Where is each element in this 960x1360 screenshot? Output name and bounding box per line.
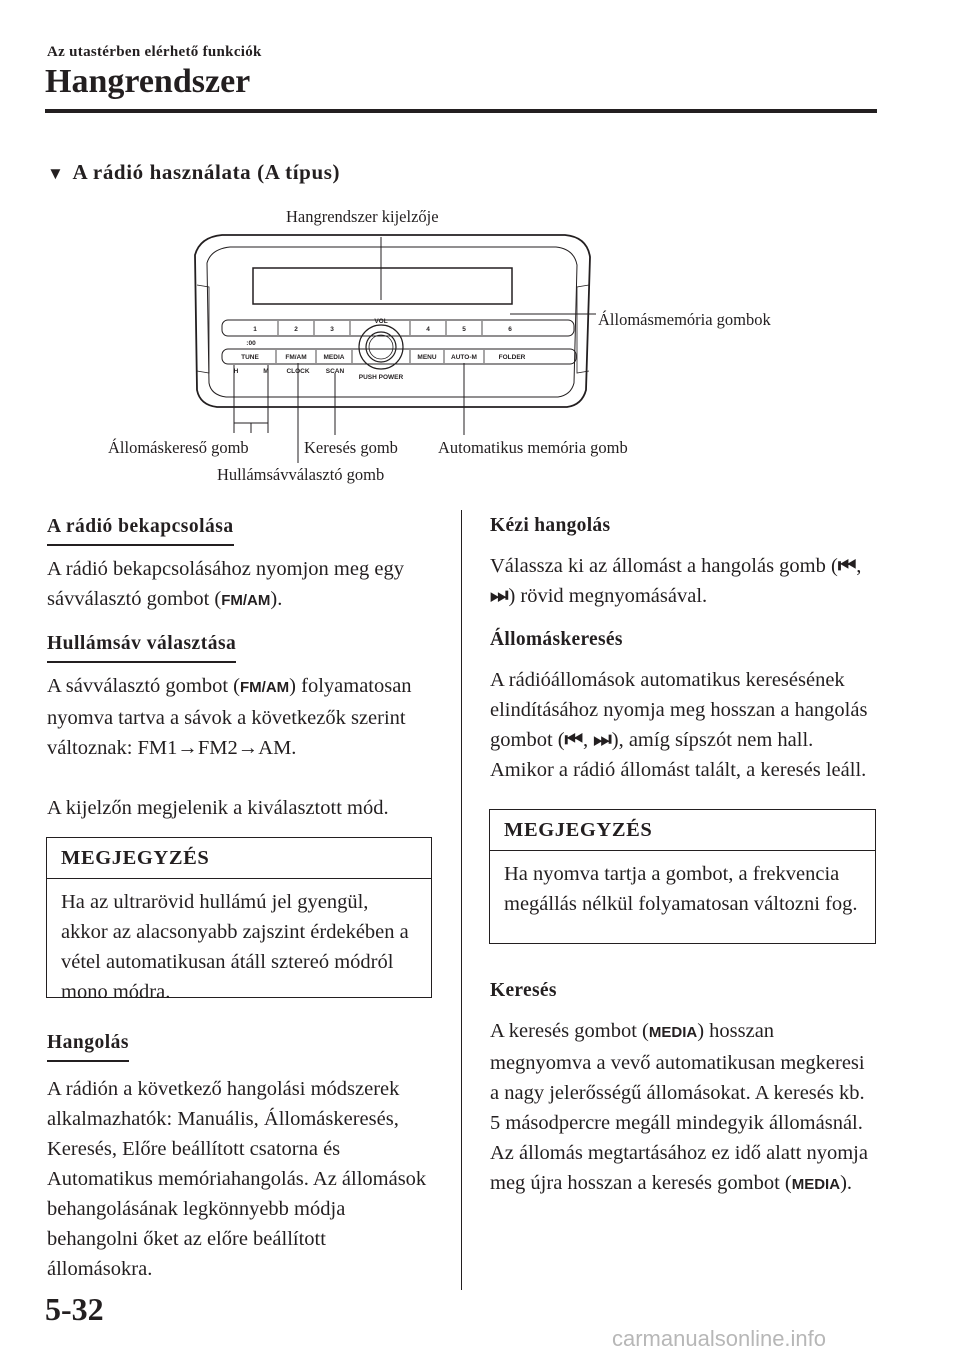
- tuning-section: [47, 1027, 435, 1284]
- label-auto-memory: Automatikus memória gomb: [438, 438, 628, 457]
- label-tune: Állomáskereső gomb: [108, 438, 249, 457]
- column-divider: [461, 510, 462, 1290]
- panel-preset-2: 2: [294, 326, 298, 333]
- watermark: carmanualsonline.info: [612, 1326, 827, 1351]
- note-box-2: [489, 809, 876, 944]
- panel-preset-6: 6: [508, 326, 512, 333]
- left-column: [47, 511, 435, 823]
- right-column: [490, 511, 878, 785]
- scan-paragraph: A keresés gombot (MEDIA) hosszan megnyomva a vevő automatikusan megkeresi a nagy jelerősségű állomásokat. A keresés kb. 5 másodpercre megáll mindegyik állomásnál. Az állomás megtartásához ez idő alatt nyomja meg újra hosszan a keresés gombot (MEDIA).: [490, 1020, 868, 1194]
- triangle-down-icon: ▼: [47, 164, 65, 183]
- panel-colon-00: :00: [246, 340, 256, 347]
- power-paragraph: A rádió bekapcsolásához nyomjon meg egy sávválasztó gombot (FM/AM).: [47, 558, 404, 610]
- seek-back-icon-2: ⏮: [564, 729, 584, 751]
- fmam-button-label: FM/AM: [221, 592, 271, 609]
- radio-panel-drawing: [0, 195, 960, 495]
- panel-btn-folder: FOLDER: [498, 354, 526, 361]
- panel-preset-1: 1: [253, 326, 257, 333]
- header-rule: [45, 109, 877, 113]
- label-band: Hullámsávválasztó gomb: [217, 465, 385, 484]
- label-display: Hangrendszer kijelzője: [286, 207, 439, 226]
- heading-seek: Állomáskeresés: [490, 629, 623, 650]
- panel-preset-3: 3: [330, 326, 334, 333]
- section-title: ▼ A rádió használata (A típus): [47, 160, 341, 184]
- seek-paragraph: A rádióállomások automatikus keresésének elindításához nyomja meg hosszan a hangolás gombot (⏮, ⏭), amíg sípszót nem hall. Amikor a rádió állomást talált, a keresés leáll.: [490, 669, 868, 781]
- panel-sub-clock: CLOCK: [286, 368, 310, 375]
- tuning-paragraph: A rádión a következő hangolási módszerek alkalmazhatók: Manuális, Állomáskeresés, Keresés, Előre beállított csatorna és Automatikus memóriahangolás. Az állomások behangolásának legkönnyebb módja behangolni őket az előre beállított állomásokra.: [47, 1078, 427, 1280]
- panel-vol: VOL: [374, 318, 388, 325]
- heading-band: Hullámsáv választása: [47, 629, 236, 663]
- heading-power-on: A rádió bekapcsolása: [47, 512, 234, 546]
- panel-preset-4: 4: [426, 326, 430, 333]
- seek-forward-icon-2: ⏭: [593, 729, 612, 751]
- seek-forward-icon: ⏭: [490, 585, 509, 607]
- seek-back-icon: ⏮: [837, 555, 857, 577]
- band-paragraph: A sávválasztó gombot (FM/AM) folyamatosan nyomva tartva a sávok a következők szerint változnak: FM1→FM2→AM.: [47, 675, 412, 759]
- panel-preset-5: 5: [462, 326, 466, 333]
- note-2-title: MEGJEGYZÉS: [490, 810, 875, 851]
- panel-push-power: PUSH POWER: [358, 374, 404, 381]
- radio-figure: [0, 195, 960, 495]
- panel-btn-media: MEDIA: [323, 354, 345, 361]
- media-button-label: MEDIA: [648, 1024, 698, 1041]
- manual-paragraph: Válassza ki az állomást a hangolás gomb (⏮, ⏭) rövid megnyomásával.: [490, 555, 862, 607]
- panel-sub-scan: SCAN: [325, 368, 345, 375]
- panel-btn-autom: AUTO-M: [451, 354, 477, 361]
- note-box-1: [46, 837, 432, 1003]
- media-button-label-2: MEDIA: [791, 1176, 841, 1193]
- panel-btn-fmam: FM/AM: [285, 354, 307, 361]
- heading-scan: Keresés: [490, 980, 557, 1001]
- panel-sub-m: M: [263, 368, 269, 375]
- page-title: Hangrendszer: [45, 63, 251, 100]
- header-section: Az utastérben elérhető funkciók: [47, 44, 262, 60]
- band-mode-paragraph: A kijelzőn megjelenik a kiválasztott mód.: [47, 797, 389, 819]
- page-number: 5-32: [45, 1291, 104, 1327]
- panel-btn-tune: TUNE: [241, 354, 259, 361]
- fmam-button-label-2: FM/AM: [240, 679, 290, 696]
- note-1-title: MEGJEGYZÉS: [47, 838, 431, 879]
- heading-manual-tuning: Kézi hangolás: [490, 515, 611, 536]
- panel-btn-menu: MENU: [417, 354, 437, 361]
- label-preset: Állomásmemória gombok: [598, 310, 771, 329]
- label-scan: Keresés gomb: [304, 438, 398, 457]
- heading-tuning: Hangolás: [47, 1028, 129, 1062]
- scan-section: [490, 976, 878, 1200]
- panel-sub-h: H: [233, 368, 239, 375]
- note-1-body: Ha az ultrarövid hullámú jel gyengül, akkor az alacsonyabb zajszint érdekében a vétel automatikusan átáll sztereó módról mono módra.: [61, 891, 409, 1003]
- note-2-body: Ha nyomva tartja a gombot, a frekvencia megállás nélkül folyamatosan változni fog.: [504, 863, 858, 915]
